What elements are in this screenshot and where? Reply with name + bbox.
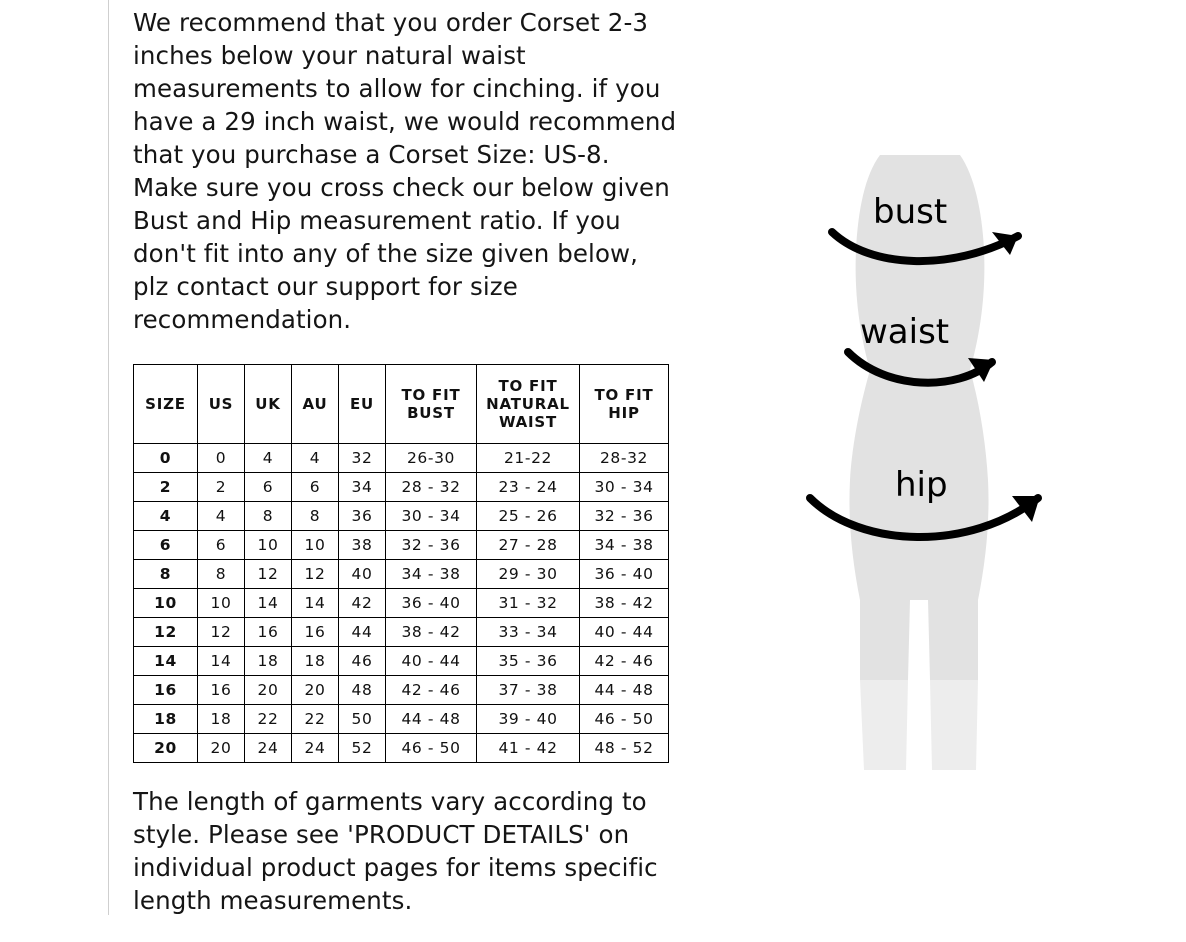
column-header-natural-waist: TO FIT NATURAL WAIST [477,365,580,444]
cell-waist: 21-22 [477,444,580,473]
cell-waist: 39 - 40 [477,705,580,734]
cell-au: 12 [292,560,339,589]
cell-bust: 28 - 32 [386,473,477,502]
table-row [134,589,669,618]
table-row [134,531,669,560]
table-row [134,560,669,589]
size-chart-table [133,364,669,763]
table-row [134,734,669,763]
cell-hip: 48 - 52 [580,734,669,763]
cell-eu: 50 [339,705,386,734]
cell-uk: 22 [245,705,292,734]
cell-hip: 44 - 48 [580,676,669,705]
cell-eu: 32 [339,444,386,473]
waist-label: waist [860,312,950,352]
body-measurement-diagram [760,80,1160,780]
table-row [134,618,669,647]
cell-size: 8 [134,560,198,589]
cell-uk: 8 [245,502,292,531]
cell-uk: 4 [245,444,292,473]
cell-bust: 42 - 46 [386,676,477,705]
cell-au: 18 [292,647,339,676]
outro-paragraph: The length of garments vary according to style. Please see 'PRODUCT DETAILS' on individual product pages for items specific length measurements. [133,787,658,915]
cell-us: 4 [198,502,245,531]
cell-eu: 46 [339,647,386,676]
column-header-size: SIZE [134,365,198,444]
table-row [134,647,669,676]
cell-eu: 36 [339,502,386,531]
cell-au: 16 [292,618,339,647]
table-row [134,676,669,705]
cell-us: 18 [198,705,245,734]
cell-bust: 44 - 48 [386,705,477,734]
cell-uk: 24 [245,734,292,763]
cell-us: 0 [198,444,245,473]
table-row [134,502,669,531]
cell-us: 20 [198,734,245,763]
cell-uk: 10 [245,531,292,560]
cell-waist: 27 - 28 [477,531,580,560]
cell-eu: 40 [339,560,386,589]
cell-eu: 48 [339,676,386,705]
cell-waist: 31 - 32 [477,589,580,618]
cell-uk: 20 [245,676,292,705]
cell-bust: 38 - 42 [386,618,477,647]
table-header-row [134,365,669,444]
cell-au: 22 [292,705,339,734]
cell-bust: 26-30 [386,444,477,473]
cell-au: 24 [292,734,339,763]
cell-bust: 32 - 36 [386,531,477,560]
cell-hip: 38 - 42 [580,589,669,618]
cell-size: 16 [134,676,198,705]
cell-au: 8 [292,502,339,531]
cell-us: 6 [198,531,245,560]
cell-bust: 46 - 50 [386,734,477,763]
column-header-uk: UK [245,365,292,444]
intro-paragraph: We recommend that you order Corset 2-3 inches below your natural waist measurements to allow for cinching. if you have a 29 inch waist, we would recommend that you purchase a Corset Size: US-8. Make sure you cross check our below given Bust and Hip measurement ratio. If you don't fit into any of the size given below, plz contact our support for size recommendation. [133,8,677,334]
cell-uk: 6 [245,473,292,502]
cell-waist: 23 - 24 [477,473,580,502]
cell-hip: 42 - 46 [580,647,669,676]
cell-uk: 18 [245,647,292,676]
column-header-bust: TO FIT BUST [386,365,477,444]
text-column [133,0,693,942]
cell-size: 0 [134,444,198,473]
cell-bust: 34 - 38 [386,560,477,589]
cell-size: 18 [134,705,198,734]
cell-us: 12 [198,618,245,647]
cell-uk: 14 [245,589,292,618]
cell-au: 20 [292,676,339,705]
cell-waist: 41 - 42 [477,734,580,763]
cell-uk: 12 [245,560,292,589]
cell-hip: 46 - 50 [580,705,669,734]
cell-waist: 25 - 26 [477,502,580,531]
hip-label: hip [895,465,948,505]
cell-waist: 37 - 38 [477,676,580,705]
cell-bust: 36 - 40 [386,589,477,618]
cell-hip: 32 - 36 [580,502,669,531]
cell-hip: 30 - 34 [580,473,669,502]
table-row [134,705,669,734]
column-header-us: US [198,365,245,444]
cell-hip: 28-32 [580,444,669,473]
cell-eu: 34 [339,473,386,502]
cell-size: 6 [134,531,198,560]
cell-size: 20 [134,734,198,763]
cell-eu: 42 [339,589,386,618]
cell-au: 10 [292,531,339,560]
table-row [134,444,669,473]
cell-waist: 33 - 34 [477,618,580,647]
cell-uk: 16 [245,618,292,647]
left-margin-rule [108,0,109,915]
cell-bust: 40 - 44 [386,647,477,676]
column-header-hip: TO FIT HIP [580,365,669,444]
cell-au: 6 [292,473,339,502]
cell-hip: 40 - 44 [580,618,669,647]
cell-eu: 44 [339,618,386,647]
cell-us: 10 [198,589,245,618]
cell-au: 14 [292,589,339,618]
cell-size: 12 [134,618,198,647]
cell-us: 16 [198,676,245,705]
cell-us: 14 [198,647,245,676]
cell-size: 14 [134,647,198,676]
figure-svg [760,80,1160,780]
cell-au: 4 [292,444,339,473]
cell-waist: 35 - 36 [477,647,580,676]
body-silhouette-shape [849,155,988,770]
bust-label: bust [873,192,948,232]
cell-size: 4 [134,502,198,531]
cell-waist: 29 - 30 [477,560,580,589]
cell-eu: 38 [339,531,386,560]
cell-hip: 36 - 40 [580,560,669,589]
cell-bust: 30 - 34 [386,502,477,531]
cell-us: 8 [198,560,245,589]
table-row [134,473,669,502]
cell-size: 10 [134,589,198,618]
column-header-au: AU [292,365,339,444]
cell-size: 2 [134,473,198,502]
column-header-eu: EU [339,365,386,444]
cell-hip: 34 - 38 [580,531,669,560]
cell-us: 2 [198,473,245,502]
cell-eu: 52 [339,734,386,763]
